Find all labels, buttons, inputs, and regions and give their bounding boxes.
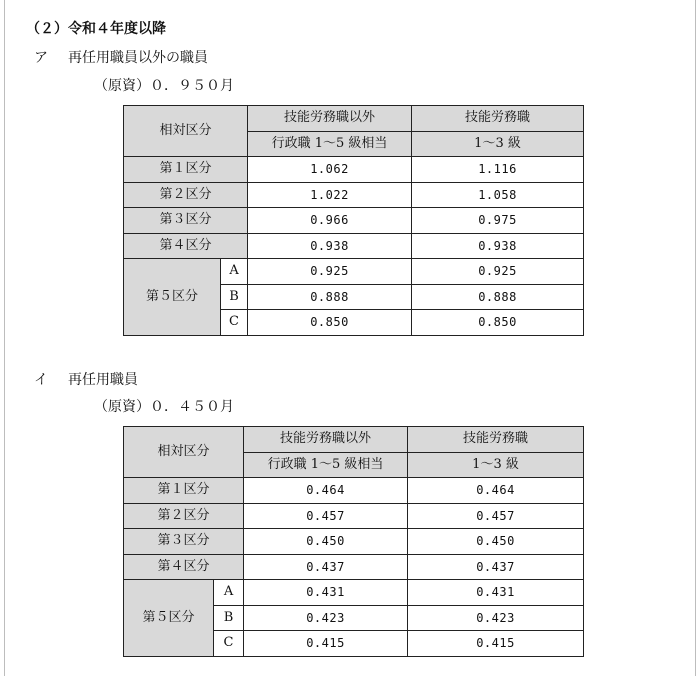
cell-value: 0.415 xyxy=(244,631,408,657)
sub-label: C xyxy=(214,631,244,657)
cell-value: 0.938 xyxy=(248,233,412,259)
col2-subheader: 1～3 級 xyxy=(412,131,584,157)
cell-value: 1.022 xyxy=(248,182,412,208)
col1-header: 技能労務職以外 xyxy=(248,106,412,132)
rate-table-a xyxy=(123,105,584,336)
cell-value: 0.450 xyxy=(244,529,408,555)
table-row xyxy=(124,529,584,555)
cell-value: 0.975 xyxy=(412,208,584,234)
table-row xyxy=(124,503,584,529)
table-row xyxy=(124,478,584,504)
subsection-a-title xyxy=(34,49,208,67)
corner-header: 相対区分 xyxy=(124,427,244,478)
row-label: 第１区分 xyxy=(124,157,248,183)
sub-label: B xyxy=(214,605,244,631)
group-label: 第５区分 xyxy=(124,580,214,657)
table-row xyxy=(124,182,584,208)
cell-value: 1.116 xyxy=(412,157,584,183)
cell-value: 0.437 xyxy=(408,554,584,580)
cell-value: 0.450 xyxy=(408,529,584,555)
subsection-b-letter: イ xyxy=(34,372,48,388)
rate-table-b xyxy=(123,426,584,657)
subsection-a-title-text: 再任用職員以外の職員 xyxy=(68,50,208,66)
subsection-b-title-text: 再任用職員 xyxy=(68,372,138,388)
sub-label: A xyxy=(221,259,248,285)
subsection-a-base: （原資）０．９５０月 xyxy=(94,78,234,94)
cell-value: 1.058 xyxy=(412,182,584,208)
corner-header: 相対区分 xyxy=(124,106,248,157)
cell-value: 0.850 xyxy=(248,310,412,336)
subsection-b-title xyxy=(34,371,138,389)
row-label: 第１区分 xyxy=(124,478,244,504)
cell-value: 0.888 xyxy=(248,284,412,310)
table-row xyxy=(124,157,584,183)
cell-value: 0.457 xyxy=(408,503,584,529)
cell-value: 0.966 xyxy=(248,208,412,234)
cell-value: 0.431 xyxy=(244,580,408,606)
table-row xyxy=(124,259,584,285)
cell-value: 0.431 xyxy=(408,580,584,606)
table-row xyxy=(124,233,584,259)
sub-label: A xyxy=(214,580,244,606)
table-row xyxy=(124,580,584,606)
row-label: 第４区分 xyxy=(124,554,244,580)
cell-value: 0.464 xyxy=(244,478,408,504)
col2-header: 技能労務職 xyxy=(412,106,584,132)
row-label: 第２区分 xyxy=(124,182,248,208)
cell-value: 0.938 xyxy=(412,233,584,259)
cell-value: 0.423 xyxy=(244,605,408,631)
row-label: 第４区分 xyxy=(124,233,248,259)
row-label: 第３区分 xyxy=(124,529,244,555)
section-heading: （２）令和４年度以降 xyxy=(26,21,166,37)
table-row xyxy=(124,554,584,580)
sub-label: B xyxy=(221,284,248,310)
table-row xyxy=(124,208,584,234)
cell-value: 0.437 xyxy=(244,554,408,580)
sub-label: C xyxy=(221,310,248,336)
table-header-row xyxy=(124,427,584,453)
col2-subheader: 1～3 級 xyxy=(408,452,584,478)
col1-header: 技能労務職以外 xyxy=(244,427,408,453)
row-label: 第２区分 xyxy=(124,503,244,529)
row-label: 第３区分 xyxy=(124,208,248,234)
table-header-row xyxy=(124,106,584,132)
cell-value: 0.464 xyxy=(408,478,584,504)
cell-value: 0.415 xyxy=(408,631,584,657)
cell-value: 0.888 xyxy=(412,284,584,310)
subsection-a-letter: ア xyxy=(34,50,48,66)
group-label: 第５区分 xyxy=(124,259,221,336)
cell-value: 0.423 xyxy=(408,605,584,631)
cell-value: 0.850 xyxy=(412,310,584,336)
col2-header: 技能労務職 xyxy=(408,427,584,453)
col1-subheader: 行政職 1～5 級相当 xyxy=(244,452,408,478)
cell-value: 1.062 xyxy=(248,157,412,183)
cell-value: 0.457 xyxy=(244,503,408,529)
col1-subheader: 行政職 1～5 級相当 xyxy=(248,131,412,157)
cell-value: 0.925 xyxy=(248,259,412,285)
subsection-b-base: （原資）０．４５０月 xyxy=(94,399,234,415)
cell-value: 0.925 xyxy=(412,259,584,285)
